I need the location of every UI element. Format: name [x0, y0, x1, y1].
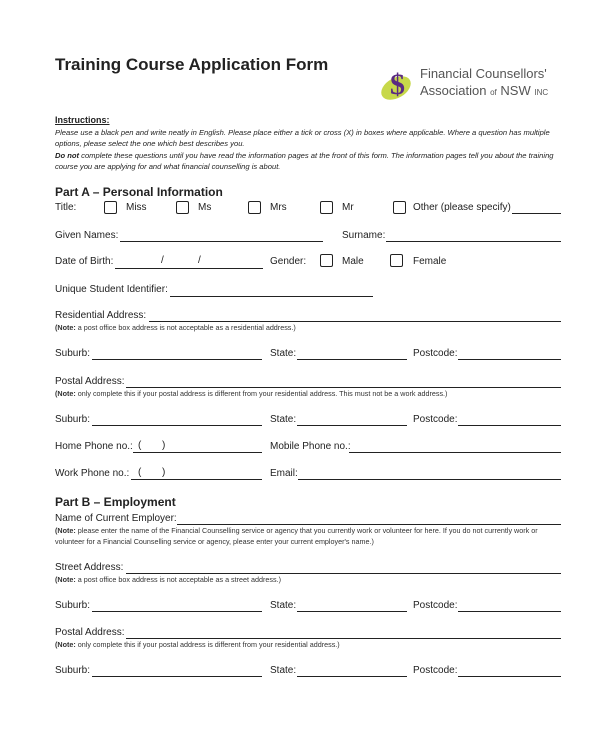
- title-other-checkbox[interactable]: [393, 201, 406, 214]
- postal-suburb-label: Suburb:: [55, 414, 91, 425]
- usi-field[interactable]: [170, 296, 373, 297]
- b-postal-state-field[interactable]: [297, 676, 407, 677]
- home-phone-paren-open: (: [138, 440, 142, 451]
- street-field[interactable]: [126, 573, 561, 574]
- email-label: Email:: [270, 468, 298, 479]
- suburb-field[interactable]: [92, 359, 262, 360]
- surname-label: Surname:: [342, 230, 386, 241]
- home-phone-label: Home Phone no.:: [55, 441, 133, 452]
- b-postal-label: Postal Address:: [55, 627, 125, 638]
- logo-line2: Association of NSW INC: [420, 83, 549, 98]
- instructions-p2: Do not complete these questions until you have read the information pages at the front of this form. The information pages tell you about the training course you are applying for and what financial counselling is about.: [55, 151, 554, 171]
- residential-field[interactable]: [149, 321, 561, 322]
- home-phone-field[interactable]: [133, 452, 262, 453]
- title-other-label: Other (please specify): [413, 202, 511, 213]
- b-postal-suburb-label: Suburb:: [55, 665, 91, 676]
- title-label: Title:: [55, 202, 77, 213]
- postal-field[interactable]: [126, 387, 561, 388]
- employer-note: (Note: please enter the name of the Financial Counselling service or agency that you currently work or volunteer for here. If you do not currently work or volunteer for a Financial Counselling service or agency, please enter your current employer's name.): [55, 526, 538, 546]
- logo-mark-icon: [378, 62, 420, 104]
- given-names-label: Given Names:: [55, 230, 119, 241]
- title-mrs-label: Mrs: [270, 202, 287, 213]
- dob-field[interactable]: [115, 268, 263, 269]
- logo-line1: Financial Counsellors': [420, 66, 547, 81]
- gender-female-checkbox[interactable]: [390, 254, 403, 267]
- street-label: Street Address:: [55, 562, 124, 573]
- postcode-field[interactable]: [458, 359, 561, 360]
- surname-field[interactable]: [386, 241, 561, 242]
- title-miss-checkbox[interactable]: [104, 201, 117, 214]
- b-suburb-field[interactable]: [92, 611, 262, 612]
- part-a-heading: Part A – Personal Information: [55, 185, 223, 199]
- b-postal-state-label: State:: [270, 665, 297, 676]
- street-note: (Note: a post office box address is not acceptable as a street address.): [55, 575, 281, 584]
- title-mr-checkbox[interactable]: [320, 201, 333, 214]
- title-miss-label: Miss: [126, 202, 147, 213]
- page-title: Training Course Application Form: [55, 55, 329, 74]
- postal-label: Postal Address:: [55, 376, 125, 387]
- part-b-heading: Part B – Employment: [55, 495, 176, 509]
- title-mr-label: Mr: [342, 202, 354, 213]
- postcode-label: Postcode:: [413, 348, 458, 359]
- b-postal-suburb-field[interactable]: [92, 676, 262, 677]
- state-label: State:: [270, 348, 297, 359]
- residential-label: Residential Address:: [55, 310, 147, 321]
- gender-male-label: Male: [342, 256, 364, 267]
- email-field[interactable]: [298, 479, 561, 480]
- postal-postcode-label: Postcode:: [413, 414, 458, 425]
- svg-text:$: $: [390, 68, 405, 101]
- gender-male-checkbox[interactable]: [320, 254, 333, 267]
- gender-label: Gender:: [270, 256, 307, 267]
- suburb-label: Suburb:: [55, 348, 91, 359]
- instructions-p1: Please use a black pen and write neatly in English. Please place either a tick or cross (X) in boxes where applicable. Where a question has multiple options, please select the one which best describes you.: [55, 128, 550, 148]
- title-ms-checkbox[interactable]: [176, 201, 189, 214]
- postal-postcode-field[interactable]: [458, 425, 561, 426]
- postal-note: (Note: only complete this if your postal address is different from your residential address. This must not be a work address.): [55, 389, 448, 398]
- residential-note: (Note: a post office box address is not acceptable as a residential address.): [55, 323, 296, 332]
- gender-female-label: Female: [413, 256, 447, 267]
- title-other-field[interactable]: [512, 213, 561, 214]
- postal-state-field[interactable]: [297, 425, 407, 426]
- b-postal-postcode-field[interactable]: [458, 676, 561, 677]
- postal-state-label: State:: [270, 414, 297, 425]
- b-postal-postcode-label: Postcode:: [413, 665, 458, 676]
- dob-label: Date of Birth:: [55, 256, 114, 267]
- home-phone-paren-close: ): [162, 440, 166, 451]
- work-phone-paren-close: ): [162, 467, 166, 478]
- b-suburb-label: Suburb:: [55, 600, 91, 611]
- b-postcode-field[interactable]: [458, 611, 561, 612]
- given-names-field[interactable]: [120, 241, 323, 242]
- mobile-phone-field[interactable]: [349, 452, 561, 453]
- postal-suburb-field[interactable]: [92, 425, 262, 426]
- work-phone-label: Work Phone no.:: [55, 468, 130, 479]
- b-postcode-label: Postcode:: [413, 600, 458, 611]
- mobile-phone-label: Mobile Phone no.:: [270, 441, 351, 452]
- dob-sep-1: /: [161, 255, 164, 266]
- work-phone-paren-open: (: [138, 467, 142, 478]
- dob-sep-2: /: [198, 255, 201, 266]
- title-mrs-checkbox[interactable]: [248, 201, 261, 214]
- logo: [378, 62, 578, 104]
- b-postal-field[interactable]: [126, 638, 561, 639]
- state-field[interactable]: [297, 359, 407, 360]
- b-postal-note: (Note: only complete this if your postal address is different from your residential address.): [55, 640, 340, 649]
- usi-label: Unique Student Identifier:: [55, 284, 168, 295]
- employer-label: Name of Current Employer:: [55, 513, 177, 524]
- b-state-field[interactable]: [297, 611, 407, 612]
- title-ms-label: Ms: [198, 202, 212, 213]
- work-phone-field[interactable]: [131, 479, 262, 480]
- instructions-heading: Instructions:: [55, 115, 110, 125]
- b-state-label: State:: [270, 600, 297, 611]
